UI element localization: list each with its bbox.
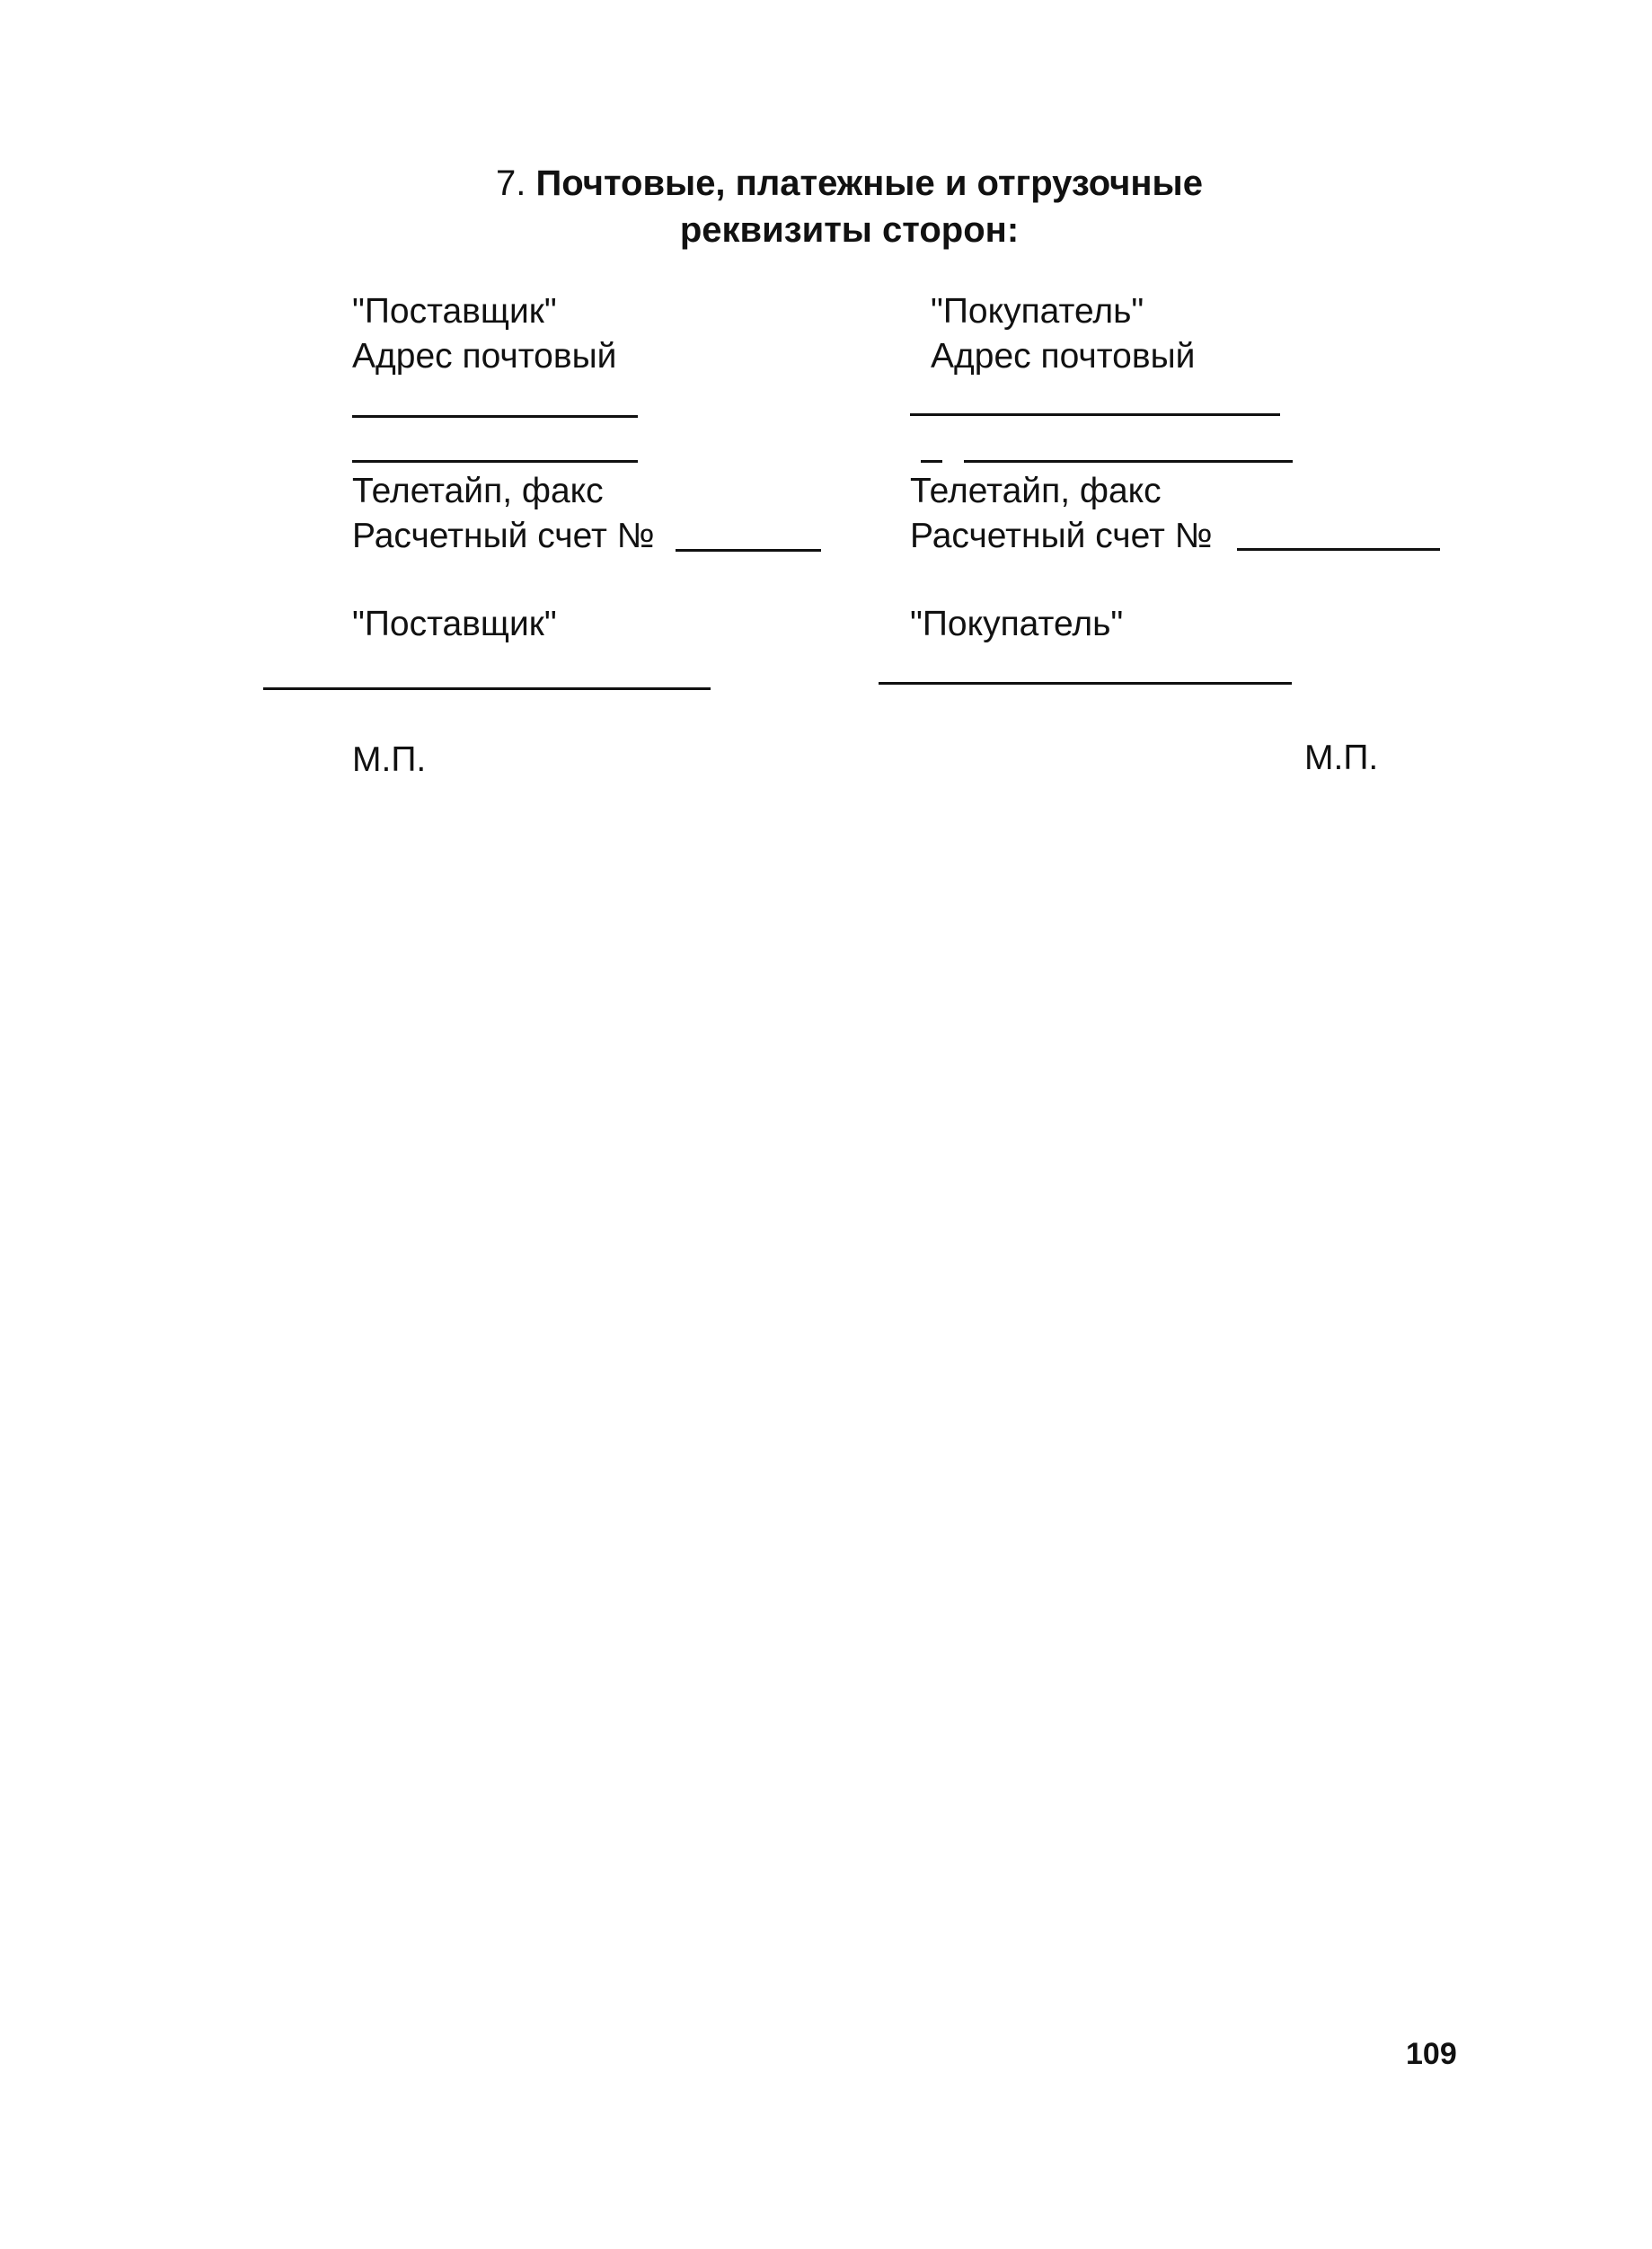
supplier-address-line-1 [352,415,638,418]
supplier-address-label: Адрес почтовый [352,337,617,376]
buyer-account-line [1237,548,1440,551]
buyer-address-line-1 [910,413,1280,416]
supplier-signature-name: "Поставщик" [352,605,557,643]
section-title-line-2: реквизиты сторон: [679,210,1020,250]
section-title: Почтовые, платежные и отгрузочные [535,164,1203,203]
buyer-address-label: Адрес почтовый [931,337,1196,376]
section-number: 7. [496,164,526,203]
section-heading [0,160,1652,253]
supplier-stamp: М.П. [352,740,427,779]
buyer-address-line-2 [964,460,1293,463]
buyer-signature-name: "Покупатель" [910,605,1124,643]
buyer-teletype-fax: Телетайп, факс [910,472,1162,510]
supplier-address-line-2 [352,460,638,463]
buyer-signature-line [879,682,1292,685]
supplier-account-label: Расчетный счет № [352,517,655,555]
page-number: 109 [1406,2037,1457,2071]
supplier-name: "Поставщик" [352,292,557,331]
buyer-stamp: М.П. [1304,739,1379,777]
supplier-teletype-fax: Телетайп, факс [352,472,604,510]
buyer-account-label: Расчетный счет № [910,517,1213,555]
supplier-account-line [676,549,821,552]
buyer-address-line-2-dash [921,460,942,463]
buyer-name: "Покупатель" [931,292,1144,331]
supplier-signature-line [263,687,711,690]
section-title-line-1 [47,160,1652,207]
